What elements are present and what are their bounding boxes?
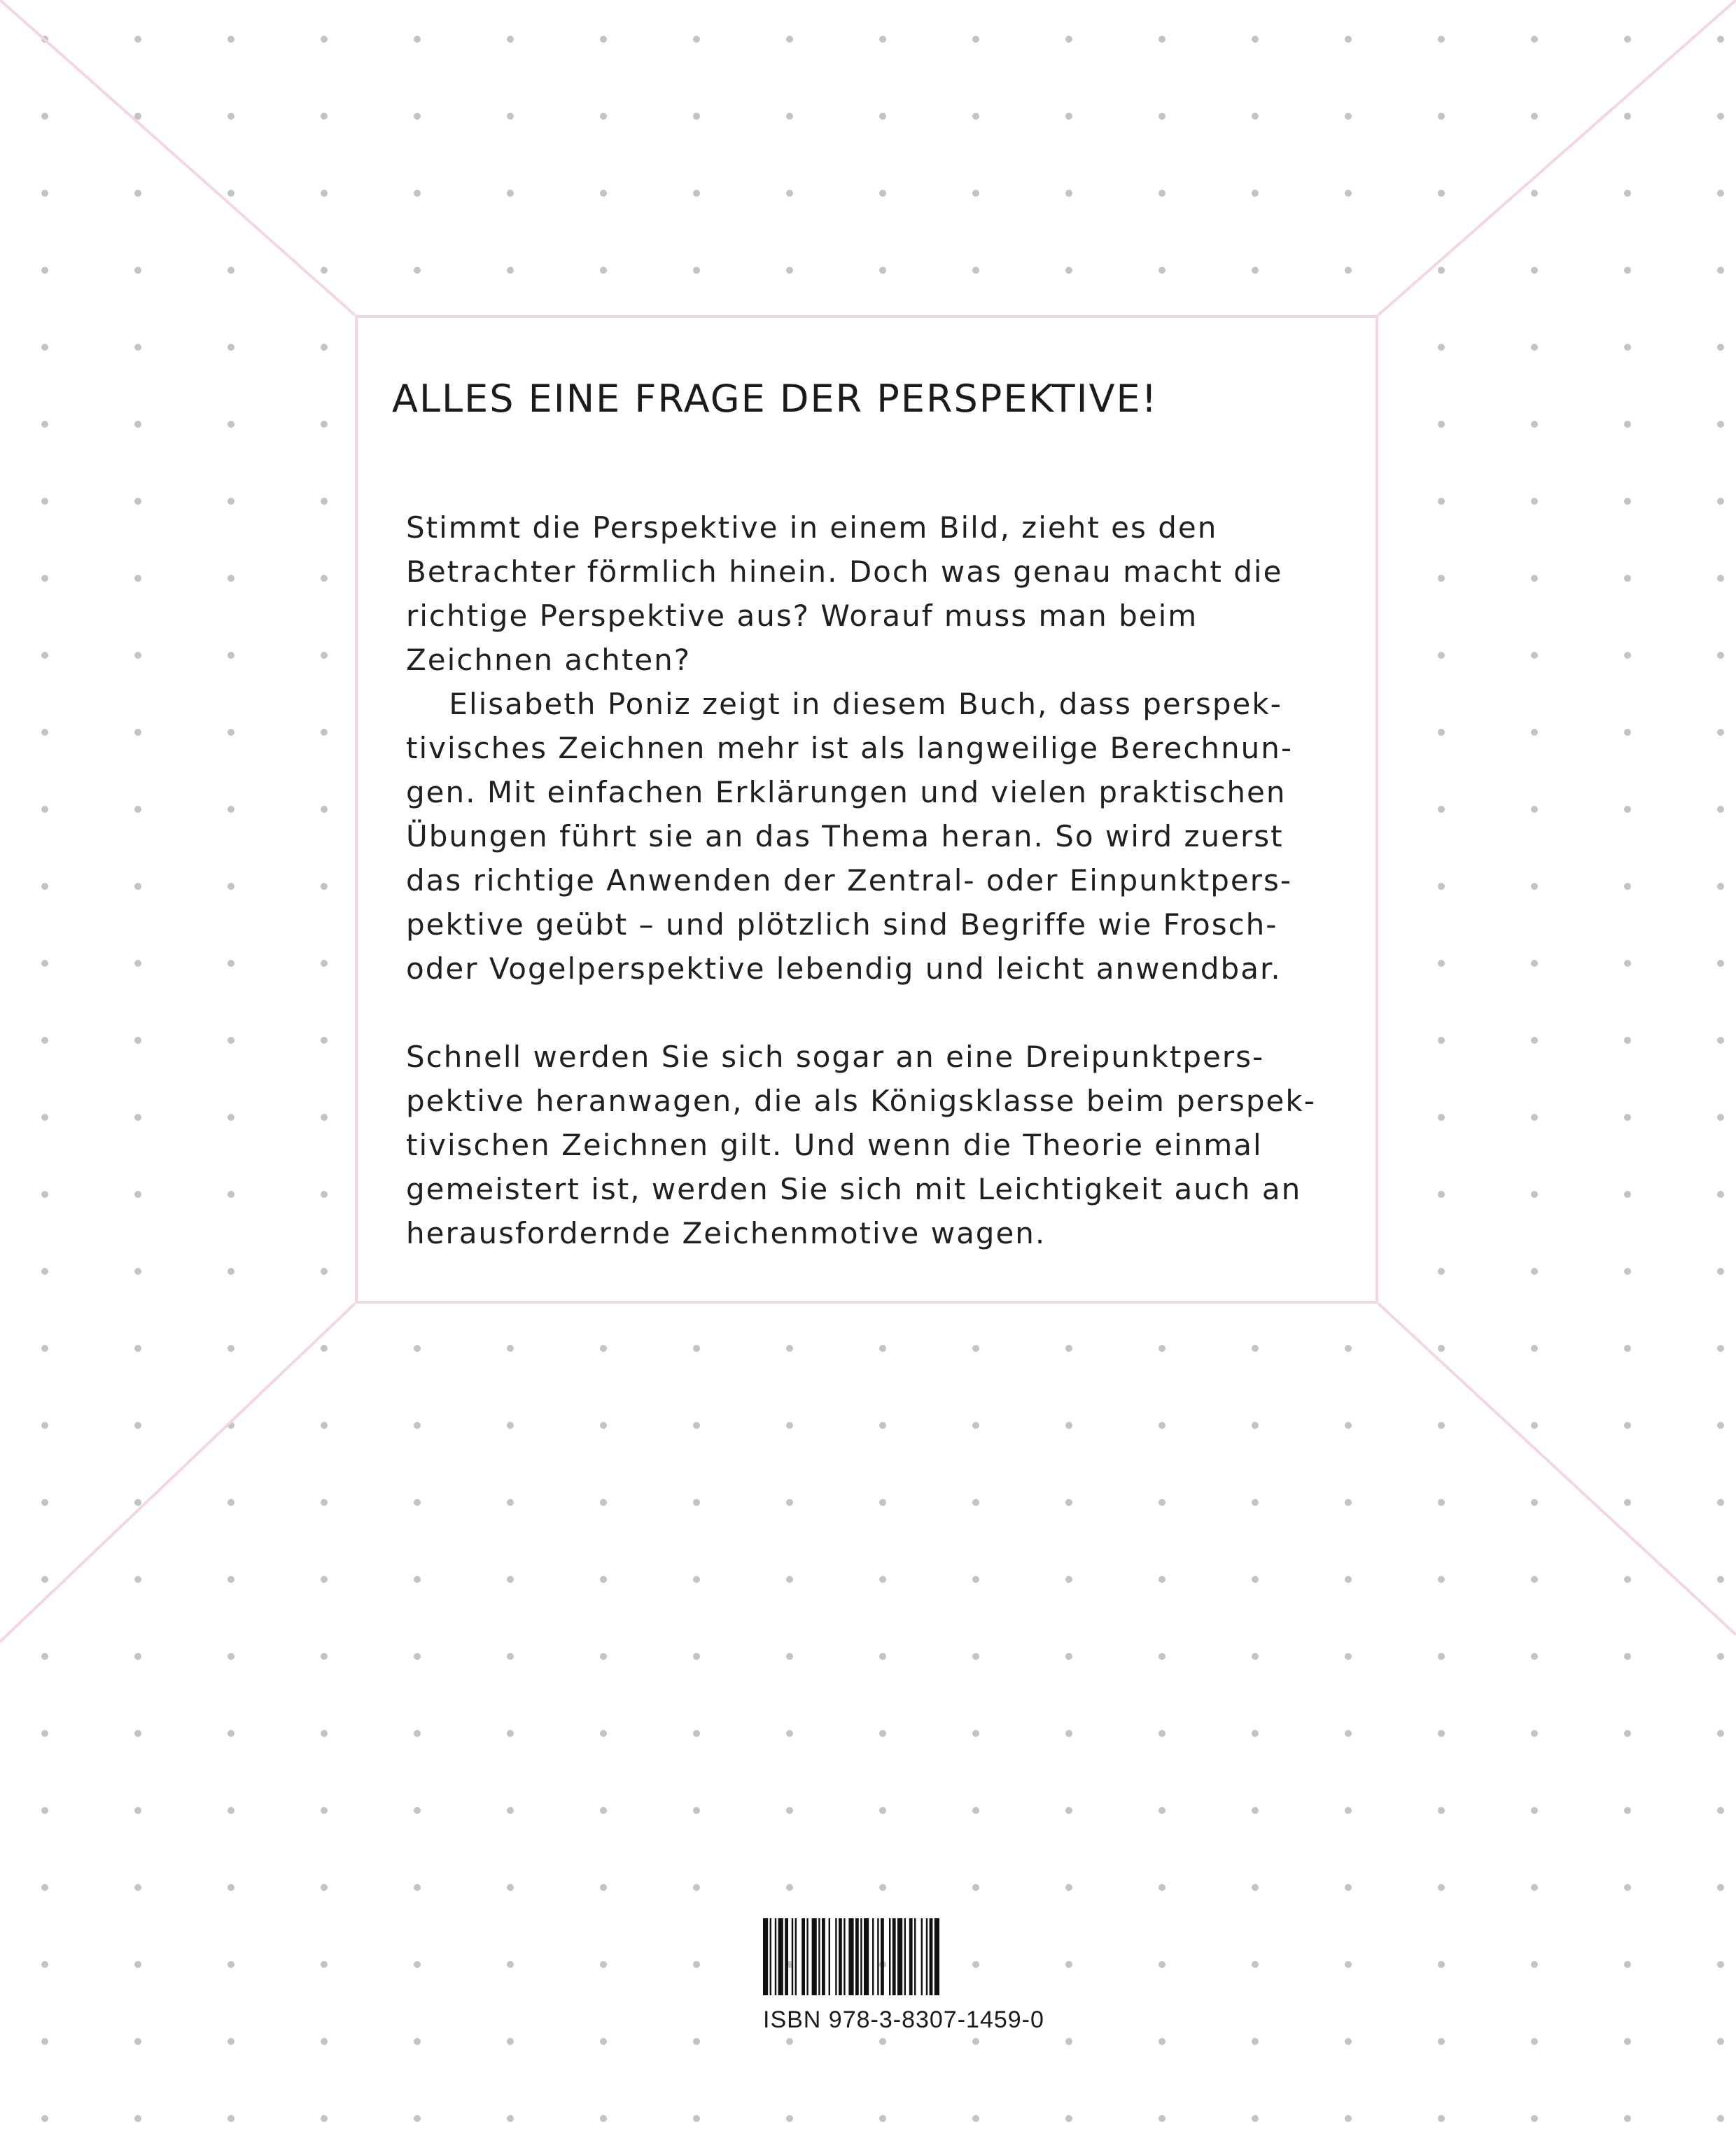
paragraph-3: [406, 1035, 1386, 1255]
text-line: gen. Mit einfachen Erklärungen und vielen praktischen: [406, 775, 1287, 809]
barcode-block: [763, 1918, 1044, 2034]
perspective-line: [0, 0, 355, 315]
text-line: herausfordernde Zeichenmotive wagen.: [406, 1216, 1046, 1250]
text-line: gemeistert ist, werden Sie sich mit Leichtigkeit auch an: [406, 1172, 1302, 1206]
paragraph-1: [406, 505, 1386, 682]
perspective-line: [1378, 1304, 1736, 1635]
text-line: Betrachter förmlich hinein. Doch was genau macht die: [406, 554, 1283, 589]
text-line: pektive geübt – und plötzlich sind Begriffe wie Frosch-: [406, 907, 1278, 942]
text-line: das richtige Anwenden der Zentral- oder Einpunktpers-: [406, 863, 1293, 898]
blurb: [406, 505, 1386, 1255]
paragraph-gap: [406, 991, 1386, 1035]
back-cover-title: ALLES EINE FRAGE DER PERSPEKTIVE!: [392, 377, 1158, 421]
perspective-line: [1378, 0, 1736, 315]
text-line: richtige Perspektive aus? Worauf muss man beim: [406, 599, 1198, 633]
text-line: Elisabeth Poniz zeigt in diesem Buch, dass perspek-: [406, 687, 1282, 721]
text-line: Zeichnen achten?: [406, 643, 692, 677]
paragraph-2: [406, 682, 1386, 991]
text-line: Schnell werden Sie sich sogar an eine Dreipunktpers-: [406, 1040, 1265, 1074]
text-line: Stimmt die Perspektive in einem Bild, zieht es den: [406, 510, 1218, 545]
isbn-number: ISBN 978-3-8307-1459-0: [763, 2006, 1044, 2033]
text-line: pektive heranwagen, die als Königsklasse beim perspek-: [406, 1084, 1316, 1118]
perspective-line: [0, 1304, 355, 1642]
text-line: oder Vogelperspektive lebendig und leicht anwendbar.: [406, 951, 1282, 986]
text-line: tivisches Zeichnen mehr ist als langweilige Berechnun-: [406, 731, 1294, 765]
text-line: Übungen führt sie an das Thema heran. So wird zuerst: [406, 819, 1284, 853]
barcode-icon: [763, 1918, 987, 1995]
text-line: tivischen Zeichnen gilt. Und wenn die Theorie einmal: [406, 1128, 1263, 1162]
